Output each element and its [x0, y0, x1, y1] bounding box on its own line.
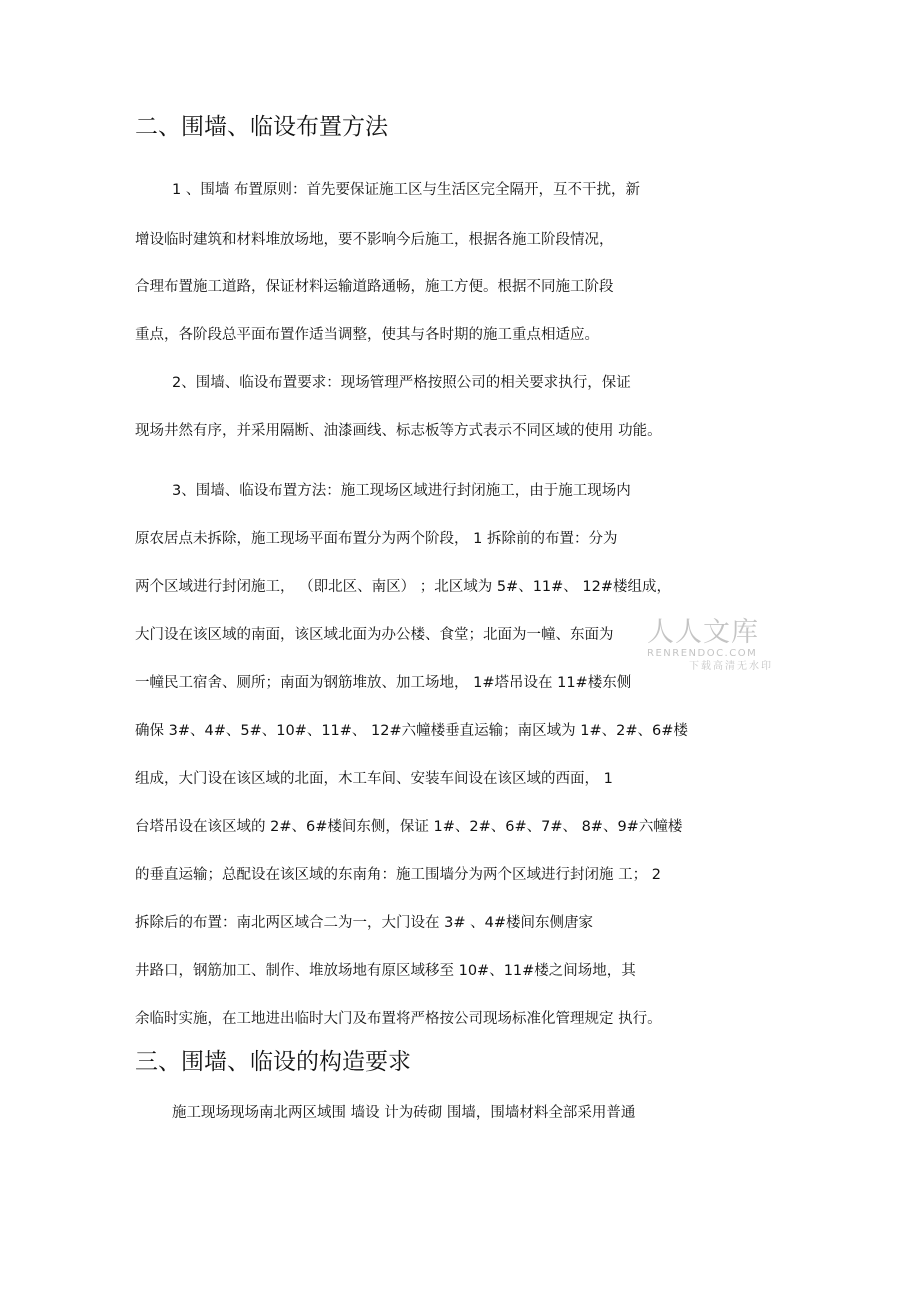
section-heading-3: 三、围墙、临设的构造要求 [135, 1049, 411, 1075]
paragraph-line: 余临时实施，在工地进出临时大门及布置将严格按公司现场标准化管理规定 执行。 [135, 1011, 662, 1027]
paragraph-line: 现场井然有序，并采用隔断、油漆画线、标志板等方式表示不同区域的使用 功能。 [135, 423, 662, 439]
paragraph-line: 合理布置施工道路，保证材料运输道路通畅，施工方便。根据不同施工阶段 [135, 279, 614, 295]
paragraph-line: 井路口，钢筋加工、制作、堆放场地有原区域移至 10#、11#楼之间场地，其 [135, 963, 636, 979]
paragraph-line: 重点，各阶段总平面布置作适当调整，使其与各时期的施工重点相适应。 [135, 327, 599, 343]
watermark-site: RENRENDOC.COM [647, 648, 758, 659]
paragraph-line: 施工现场现场南北两区域围 墙设 计为砖砌 围墙，围墙材料全部采用普通 [172, 1105, 636, 1121]
paragraph-line: 大门设在该区域的南面，该区域北面为办公楼、食堂；北面为一幢、东面为 [135, 627, 614, 643]
watermark [647, 618, 773, 673]
watermark-subtitle: 下载高清无水印 [689, 661, 773, 672]
paragraph-line: 组成，大门设在该区域的北面，木工车间、安装车间设在该区域的西面， 1 [135, 771, 613, 787]
paragraph-line: 原农居点未拆除，施工现场平面布置分为两个阶段， 1 拆除前的布置：分为 [135, 531, 618, 547]
watermark-logo-text: 人人文库 [647, 617, 759, 648]
paragraph-line: 1 、围墙 布置原则：首先要保证施工区与生活区完全隔开，互不干扰，新 [172, 182, 640, 198]
paragraph-line: 拆除后的布置：南北两区域合二为一，大门设在 3# 、4#楼间东侧唐家 [135, 915, 593, 931]
paragraph-line: 增设临时建筑和材料堆放场地，要不影响今后施工，根据各施工阶段情况， [135, 232, 614, 248]
paragraph-line: 的垂直运输；总配设在该区域的东南角：施工围墙分为两个区域进行封闭施 工； 2 [135, 867, 661, 883]
paragraph-line: 确保 3#、4#、5#、10#、11#、 12#六幢楼垂直运输；南区域为 1#、2#、6#楼 [135, 723, 688, 739]
paragraph-line: 台塔吊设在该区域的 2#、6#楼间东侧，保证 1#、2#、6#、7#、 8#、9#六幢楼 [135, 819, 683, 835]
section-heading-2: 二、围墙、临设布置方法 [135, 114, 388, 140]
paragraph-line: 2、围墙、临设布置要求：现场管理严格按照公司的相关要求执行，保证 [172, 375, 631, 391]
paragraph-line: 3、围墙、临设布置方法：施工现场区域进行封闭施工，由于施工现场内 [172, 483, 631, 499]
paragraph-line: 一幢民工宿舍、厕所；南面为钢筋堆放、加工场地， 1#塔吊设在 11#楼东侧 [135, 675, 632, 691]
paragraph-line: 两个区域进行封闭施工， （即北区、南区） ；北区域为 5#、11#、 12#楼组成， [135, 579, 672, 595]
